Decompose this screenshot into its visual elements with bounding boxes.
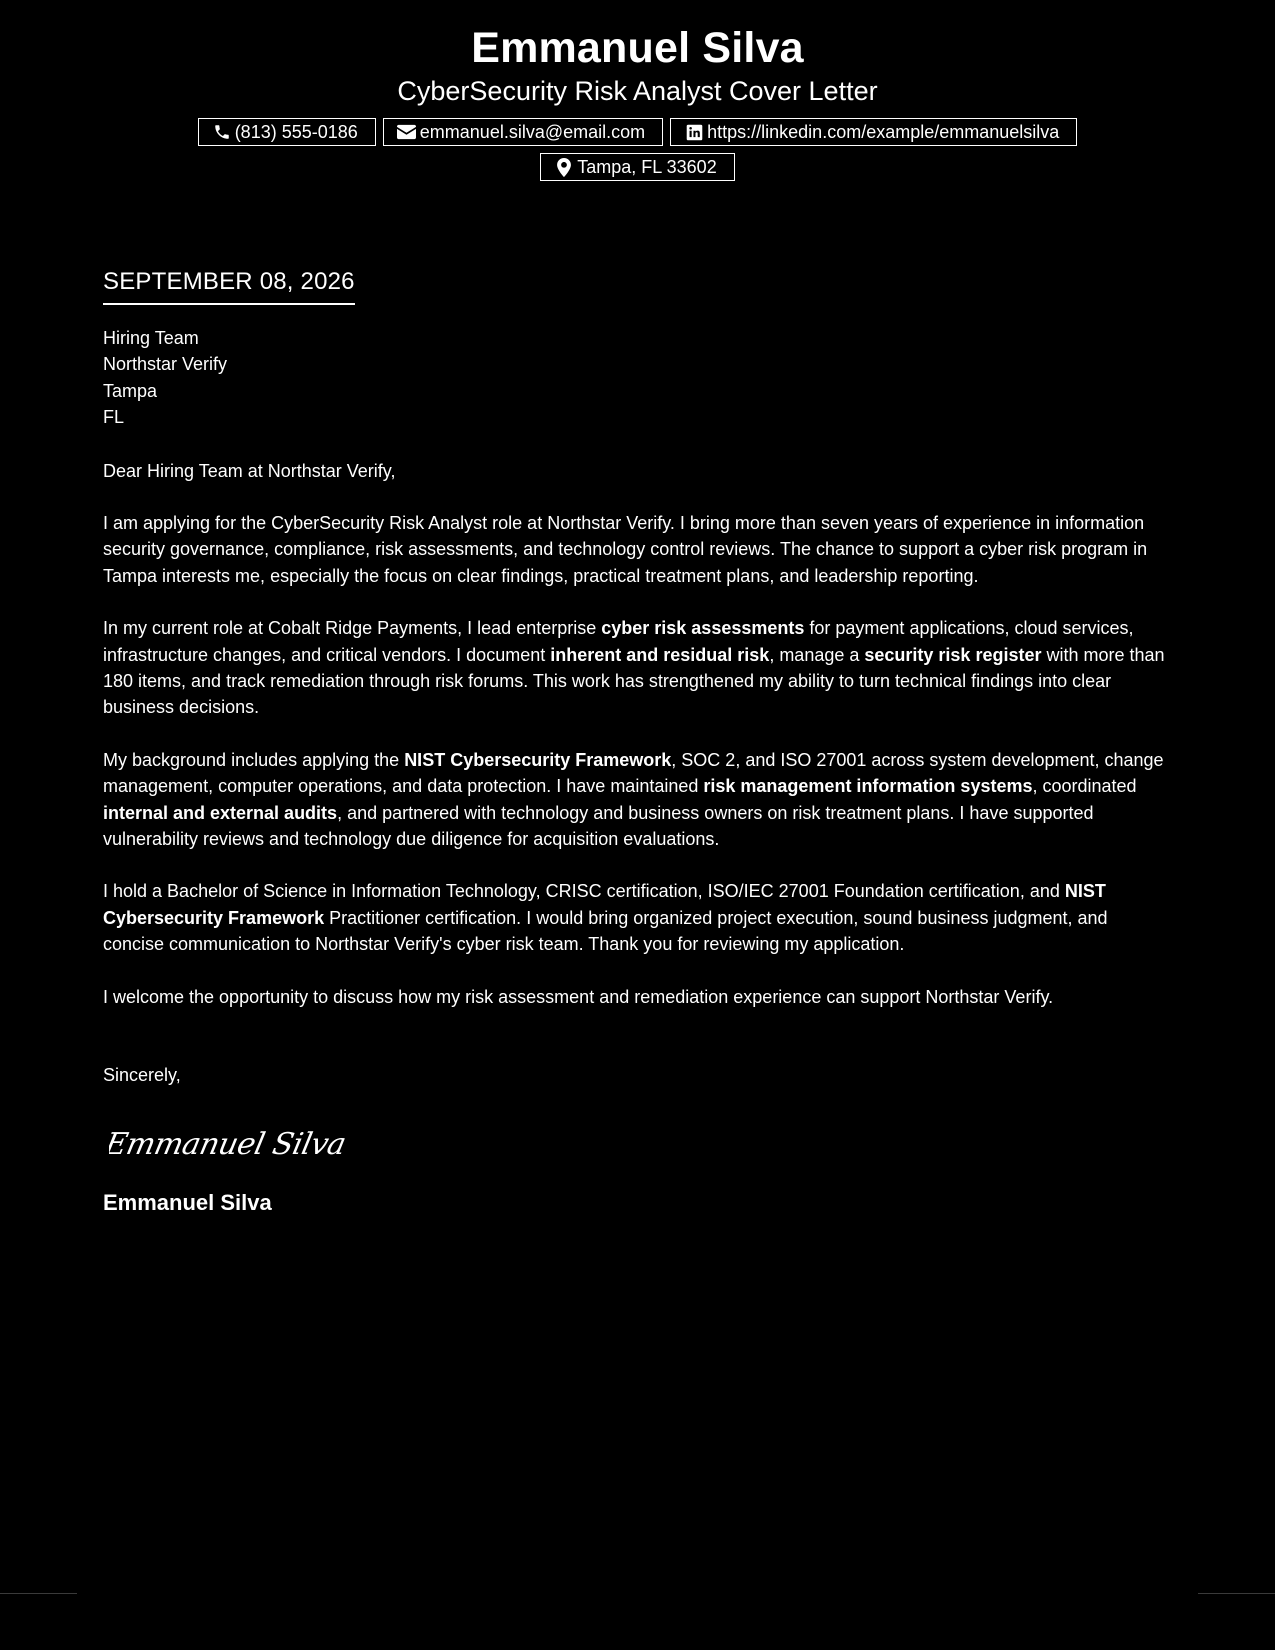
contact-phone[interactable] [198,118,376,146]
contact-linkedin-text: https://linkedin.com/example/emmanuelsilva [707,121,1060,142]
recipient-line: Tampa [103,380,158,401]
svg-text:Emmanuel Silva: Emmanuel Silva [109,1127,349,1163]
paragraph-text: My background includes applying the [103,749,405,770]
body-paragraph-3 [103,747,1173,853]
paragraph-text: , SOC 2, and ISO 27001 across system development, change management, computer operations, and data protection. I have maintained [103,749,1164,797]
closing-paragraph: I welcome the opportunity to discuss how my risk assessment and remediation experience can support Northstar Verify. [103,986,1054,1007]
contact-bar [158,118,1118,181]
footer-divider-right [1198,1593,1275,1594]
contact-phone-text: (813) 555-0186 [234,121,358,142]
contact-email-text: emmanuel.silva@email.com [419,121,646,142]
emphasis-text: risk management information systems [703,776,1033,797]
emphasis-text: internal and external audits [103,802,338,823]
recipient-line: Hiring Team [103,328,199,348]
paragraph-text: I am applying for the CyberSecurity Risk Analyst role at Northstar Verify. I bring more than seven years of experience in information security governance, compliance, risk assessments, and technology control reviews. The chance to support a cyber risk program in Tampa interests me, especially the focus on clear findings, practical treatment plans, and leadership reporting. [103,512,1148,586]
body-paragraph-1 [103,510,1173,589]
linkedin-icon [684,122,704,142]
paragraph-text: In my current role at Cobalt Ridge Payments, I lead enterprise [103,618,602,639]
recipient-line: Northstar Verify [103,354,228,375]
applicant-name: Emmanuel Silva [471,24,804,72]
phone-icon [212,122,232,142]
envelope-icon [397,122,417,142]
body-paragraph-2 [103,615,1173,721]
contact-linkedin[interactable] [670,118,1077,146]
letter-header [0,22,1275,181]
emphasis-text: cyber risk assessments [601,618,805,639]
emphasis-text: security risk register [864,644,1042,665]
letter-date: SEPTEMBER 08, 2026 [103,265,355,305]
body-paragraph-4 [103,878,1173,957]
signed-name: Emmanuel Silva [103,1190,272,1216]
paragraph-text: , manage a [769,644,865,665]
paragraph-text: I hold a Bachelor of Science in Information Technology, CRISC certification, ISO/IEC 27001 Foundation certification, and [103,881,1065,902]
salutation: Dear Hiring Team at Northstar Verify, [103,460,396,481]
paragraph-text: for payment applications, cloud services, infrastructure changes, and critical vendors. I document [103,618,1134,665]
paragraph-text: , coordinated [1032,776,1137,797]
emphasis-text: inherent and residual risk [550,644,770,665]
contact-location[interactable] [540,153,734,181]
handwritten-signature [109,1118,1173,1168]
emphasis-text: NIST Cybersecurity Framework [103,881,1106,928]
contact-location-text: Tampa, FL 33602 [577,156,717,177]
letter-subtitle: CyberSecurity Risk Analyst Cover Letter [397,76,878,106]
map-pin-icon [554,157,574,177]
paragraph-text: , and partnered with technology and business owners on risk treatment plans. I have supported vulnerability reviews and technology due diligence for acquisition evaluations. [103,802,1094,850]
paragraph-text: Practitioner certification. I would bring organized project execution, sound business judgment, and concise communication to Northstar Verify's cyber risk team. Thank you for reviewing my application. [103,907,1108,955]
recipient-line: FL [103,407,125,428]
paragraph-text: with more than 180 items, and track remediation through risk forums. This work has strengthened my ability to turn technical findings into clear business decisions. [103,644,1165,718]
recipient-block [103,325,1173,431]
sign-off: Sincerely, [103,1065,181,1086]
letter-body [103,265,1173,1217]
emphasis-text: NIST Cybersecurity Framework [404,749,672,770]
contact-email[interactable] [383,118,663,146]
footer-divider-left [0,1593,77,1594]
